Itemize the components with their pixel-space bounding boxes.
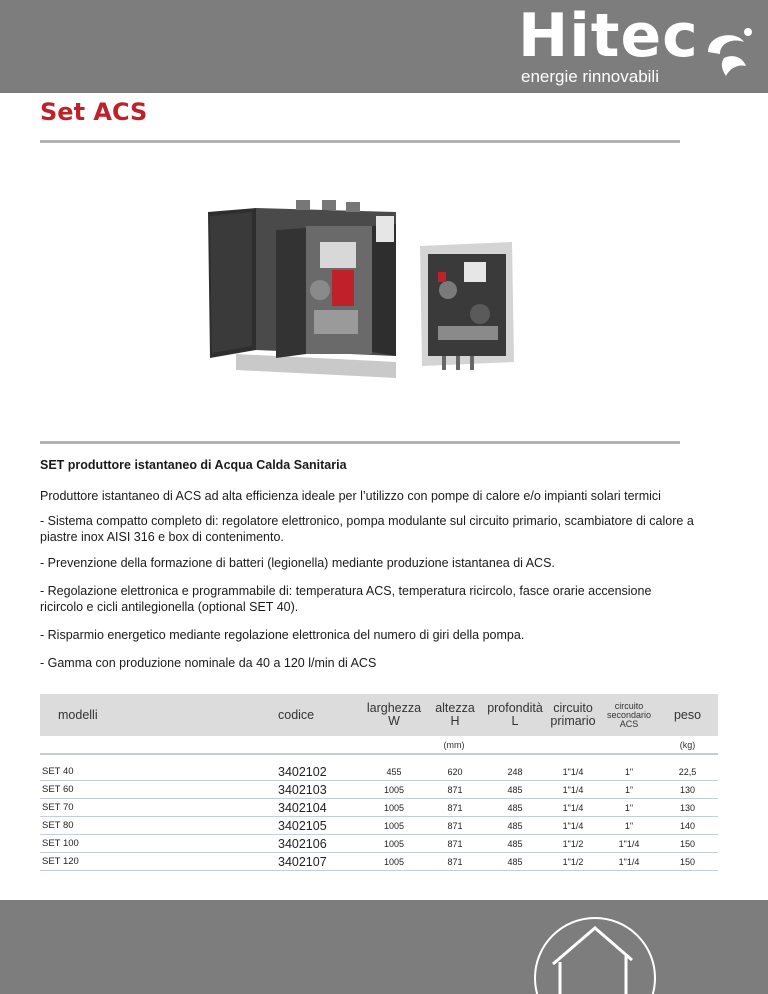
header-profondita-symbol: L xyxy=(511,714,519,728)
heat-pump-units-photo xyxy=(196,186,536,406)
cell-code: 3402103 xyxy=(230,781,363,799)
divider-middle xyxy=(40,441,680,444)
header-codice: codice xyxy=(230,694,363,736)
cell-secondary: 1" xyxy=(601,763,657,781)
paragraph-range: - Gamma con produzione nominale da 40 a 120 l/min di ACS xyxy=(40,656,377,670)
table-row xyxy=(40,817,718,835)
divider-top xyxy=(40,140,680,143)
cell-secondary: 1" xyxy=(601,799,657,817)
cell-code: 3402105 xyxy=(230,817,363,835)
cell-primary: 1"1/4 xyxy=(545,799,601,817)
unit-kg: (kg) xyxy=(657,736,718,754)
cell-code: 3402102 xyxy=(230,763,363,781)
cell-secondary: 1" xyxy=(601,817,657,835)
header-modelli: modelli xyxy=(40,694,230,736)
paragraph-intro: Produttore istantaneo di ACS ad alta efficienza ideale per l’utilizzo con pompe di calore e/o impianti solari termici xyxy=(40,489,661,503)
header-altezza-label: altezza xyxy=(435,701,475,715)
header-band xyxy=(0,0,768,93)
cell-model: SET 100 xyxy=(40,835,230,853)
cell-primary: 1"1/4 xyxy=(545,817,601,835)
logo-tagline: energie rinnovabili xyxy=(521,67,659,86)
page-title: Set ACS xyxy=(40,98,148,126)
cell-secondary: 1"1/4 xyxy=(601,853,657,871)
cell-model: SET 40 xyxy=(40,763,230,781)
header-altezza-symbol: H xyxy=(450,714,460,728)
footer-band xyxy=(0,900,768,994)
cell-width: 1005 xyxy=(363,817,425,835)
header-altezza xyxy=(425,694,485,736)
cell-secondary: 1” xyxy=(601,781,657,799)
header-secondario-line2: secondario xyxy=(606,709,652,720)
paragraph-system: - Sistema compatto completo di: regolatore elettronico, pompa modulante sul circuito primario, scambiatore di calore a piastre inox AISI 316 e box di contenimento. xyxy=(40,514,694,544)
header-larghezza-symbol: W xyxy=(388,714,400,728)
cell-depth: 485 xyxy=(485,781,545,799)
cell-model: SET 60 xyxy=(40,781,230,799)
cell-code: 3402106 xyxy=(230,835,363,853)
cell-height: 871 xyxy=(425,835,485,853)
table-row xyxy=(40,763,718,781)
table-row xyxy=(40,853,718,871)
table-row xyxy=(40,835,718,853)
cell-model: SET 80 xyxy=(40,817,230,835)
table-body xyxy=(40,763,718,871)
cell-weight: 130 xyxy=(657,799,718,817)
cell-primary: 1"1/4 xyxy=(545,763,601,781)
cell-height: 871 xyxy=(425,853,485,871)
cell-height: 871 xyxy=(425,817,485,835)
header-profondita-label: profondità xyxy=(487,701,543,715)
cell-secondary: 1"1/4 xyxy=(601,835,657,853)
cell-primary: 1"1/2 xyxy=(545,835,601,853)
header-larghezza-label: larghezza xyxy=(366,701,422,715)
cell-width: 1005 xyxy=(363,799,425,817)
table-header-row xyxy=(40,694,718,736)
cell-weight: 150 xyxy=(657,853,718,871)
header-primario-line2: primario xyxy=(550,714,596,728)
section-title: SET produttore istantaneo di Acqua Calda Sanitaria xyxy=(40,458,347,472)
cell-depth: 485 xyxy=(485,817,545,835)
logo-word: Hitec xyxy=(518,1,699,71)
header-peso: peso xyxy=(657,694,718,736)
header-secondario-line1: circuito xyxy=(614,700,644,711)
header-larghezza xyxy=(363,694,425,736)
paragraph-prevention: - Prevenzione della formazione di batteri (legionella) mediante produzione istantanea di ACS. xyxy=(40,556,555,570)
table-units-row xyxy=(40,736,718,754)
paragraph-regulation: - Regolazione elettronica e programmabile di: temperatura ACS, temperatura ricircolo, fasce orarie accensione ricircolo e cicli antilegionella (optional SET 40). xyxy=(40,584,652,614)
cell-depth: 485 xyxy=(485,799,545,817)
header-circuito-primario xyxy=(545,694,601,736)
cell-model: SET 70 xyxy=(40,799,230,817)
models-table xyxy=(40,694,718,871)
table-row xyxy=(40,781,718,799)
cell-primary: 1"1/2 xyxy=(545,853,601,871)
cell-primary: 1"1/4 xyxy=(545,781,601,799)
cell-weight: 22,5 xyxy=(657,763,718,781)
paragraph-savings: - Risparmio energetico mediante regolazione elettronica del numero di giri della pompa. xyxy=(40,628,525,642)
cell-height: 620 xyxy=(425,763,485,781)
header-primario-line1: circuito xyxy=(553,701,593,715)
header-secondario-line3: ACS xyxy=(619,718,639,729)
leaf-swirl-icon xyxy=(698,24,754,80)
header-profondita xyxy=(485,694,545,736)
cell-width: 1005 xyxy=(363,781,425,799)
cell-height: 871 xyxy=(425,799,485,817)
cell-width: 1005 xyxy=(363,835,425,853)
cell-depth: 485 xyxy=(485,835,545,853)
cell-weight: 140 xyxy=(657,817,718,835)
cell-code: 3402107 xyxy=(230,853,363,871)
unit-mm: (mm) xyxy=(363,736,545,754)
hitec-logo xyxy=(518,1,748,90)
cell-weight: 150 xyxy=(657,835,718,853)
cell-depth: 248 xyxy=(485,763,545,781)
house-circle-icon xyxy=(0,900,768,994)
cell-code: 3402104 xyxy=(230,799,363,817)
cell-height: 871 xyxy=(425,781,485,799)
cell-depth: 485 xyxy=(485,853,545,871)
cell-width: 455 xyxy=(363,763,425,781)
cell-width: 1005 xyxy=(363,853,425,871)
table-row xyxy=(40,799,718,817)
cell-model: SET 120 xyxy=(40,853,230,871)
header-circuito-secondario xyxy=(601,694,657,736)
cell-weight: 130 xyxy=(657,781,718,799)
